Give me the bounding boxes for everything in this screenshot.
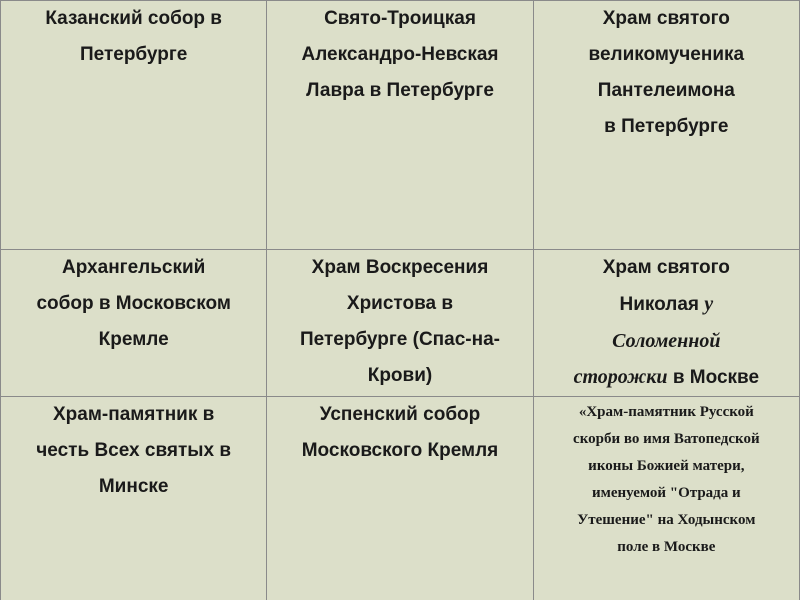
cell-text: Петербурге (Спас-на- (300, 329, 500, 350)
cell-text: великомученика (588, 44, 745, 65)
cell-text: Христова в (346, 293, 454, 314)
cell-text: Утешение" на Ходынском (577, 512, 756, 528)
cell-text: Храм-памятник в (52, 404, 215, 425)
table-cell (533, 1, 799, 250)
table-cell (533, 397, 799, 600)
table-row (1, 1, 800, 250)
table-cell (267, 397, 533, 600)
cell-text: «Храм-памятник Русской (578, 404, 754, 420)
table-cell (1, 397, 267, 600)
cell-text: иконы Божией матери, (588, 458, 745, 474)
cell-text: Александро-Невская (301, 44, 499, 65)
cell-text: Петербурге (79, 44, 188, 65)
table-cell (1, 1, 267, 250)
cell-text-italic: сторожки (573, 366, 668, 388)
table-cell (533, 250, 799, 397)
cell-text: Пантелеимона (597, 80, 735, 101)
cell-text: Николая (619, 294, 699, 315)
cell-text: Лавра в Петербурге (306, 80, 494, 101)
cell-text: Казанский собор в (45, 8, 222, 29)
cell-text: Храм Воскресения (311, 257, 489, 278)
cell-text: Архангельский (61, 257, 206, 278)
cell-text: в Москве (672, 367, 760, 388)
cell-text: Храм святого (602, 8, 730, 29)
table-row (1, 250, 800, 397)
cell-text: скорби во имя Ватопедской (573, 431, 760, 447)
cell-text: в Петербурге (604, 116, 729, 137)
table-row (1, 397, 800, 600)
cell-text-mixed (538, 286, 795, 323)
cell-text-italic: Соломенной (612, 330, 721, 352)
cell-text: именуемой "Отрада и (592, 485, 741, 501)
cell-text: Свято-Троицкая (324, 8, 476, 29)
cell-text: Московского Кремля (301, 440, 499, 461)
cell-text-italic: у (704, 293, 714, 315)
table-cell (1, 250, 267, 397)
table-cell (267, 1, 533, 250)
cell-text: Кремле (98, 329, 169, 350)
table-cell (267, 250, 533, 397)
cell-text: Минске (98, 476, 169, 497)
cell-text: поле в Москве (617, 539, 716, 555)
cell-text: Успенский собор (319, 404, 481, 425)
cell-text: Храм святого (602, 257, 730, 278)
cell-text-mixed (538, 359, 795, 396)
cell-text: Крови) (367, 365, 433, 386)
cell-text: честь Всех святых в (36, 440, 232, 461)
cell-text: собор в Московском (36, 293, 231, 314)
